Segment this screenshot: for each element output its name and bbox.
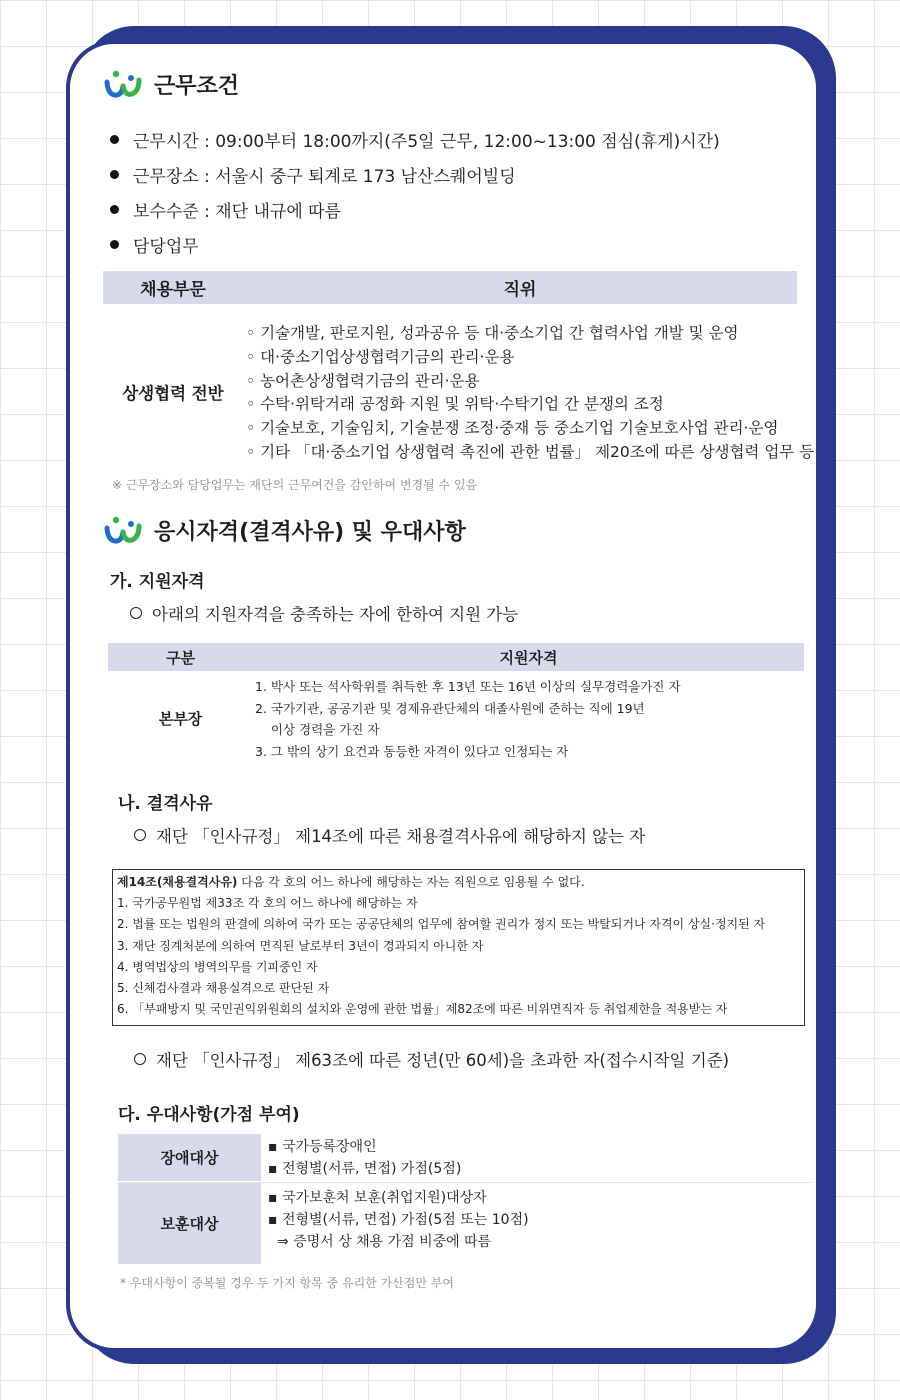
duties-label: 담당업무 (133, 237, 199, 257)
subsection-title-disqualification: 나. 결격사유 (118, 794, 213, 814)
law-item: 3. 재단 징계처분에 의하여 면직된 날로부터 3년이 경과되지 아니한 자 (117, 938, 484, 953)
bullet-icon (110, 135, 119, 144)
preference-item: ⇒ 증명서 상 채용 가점 비중에 따름 (268, 1234, 492, 1250)
section-title-qualification (104, 514, 466, 546)
header-category: 구분 (166, 648, 195, 667)
duties-list (246, 322, 814, 465)
header-qualification: 지원자격 (499, 648, 558, 667)
retirement-text: 재단 「인사규정」 제63조에 따른 정년(만 60세)을 초과한 자(접수시작일 기준) (156, 1051, 730, 1070)
section-title-work-conditions (104, 68, 239, 100)
work-condition-item (110, 232, 199, 257)
preference-item: ▪ 전형별(서류, 면접) 가점(5점 또는 10점) (268, 1212, 529, 1228)
bullet-icon (110, 205, 119, 214)
foundation-logo-icon (104, 68, 144, 100)
salary-text: 보수수준 : 재단 내규에 따름 (133, 202, 341, 222)
preference-label-veteran: 보훈대상 (118, 1183, 261, 1264)
subsection-title-eligibility: 가. 지원자격 (110, 572, 205, 592)
eligibility-table-header (108, 643, 804, 671)
duty-item: ◦ 수탁·위탁거래 공정화 지원 및 위탁·수탁기업 간 분쟁의 조정 (246, 395, 664, 414)
section-title-text: 근무조건 (154, 73, 240, 99)
preference-item: ▪ 국가보훈처 보훈(취업지원)대상자 (268, 1190, 487, 1206)
law-item: 6. 「부패방지 및 국민권익위원회의 설치와 운영에 관한 법률」제82조에 따른 비위면직자 등 취업제한을 적용받는 자 (117, 1002, 728, 1017)
duty-item: ◦ 농어촌상생협력기금의 관리·운용 (246, 371, 480, 390)
disqualification-text: 재단 「인사규정」 제14조에 따른 채용결격사유에 해당하지 않는 자 (156, 827, 646, 846)
qualification-list (255, 676, 681, 762)
preference-label-disability: 장애대상 (118, 1134, 261, 1181)
work-condition-item (110, 127, 720, 152)
work-location-text: 근무장소 : 서울시 중구 퇴계로 173 남산스퀘어빌딩 (133, 167, 516, 187)
law-article-title: 제14조(채용결격사유) (117, 875, 238, 889)
duty-item: ◦ 기술개발, 판로지원, 성과공유 등 대·중소기업 간 협력사업 개발 및 운영 (246, 324, 739, 342)
foundation-logo-icon (104, 514, 144, 546)
category-cell: 본부장 (158, 710, 203, 728)
section-title-text: 응시자격(결격사유) 및 우대사항 (154, 519, 466, 545)
law-intro: 다음 각 호의 어느 하나에 해당하는 자는 직원으로 임용될 수 없다. (237, 875, 585, 889)
qualification-item: 3. 그 밖의 상기 요건과 동등한 자격이 있다고 인정되는 자 (255, 743, 569, 759)
preference-detail-veteran (268, 1187, 529, 1253)
work-condition-item (110, 197, 341, 222)
disqualification-line (134, 823, 645, 847)
qualification-item: 1. 박사 또는 석사학위를 취득한 후 13년 또는 16년 이상의 실무경력을가진 자 (255, 679, 681, 694)
law-excerpt-box (112, 869, 805, 1026)
bullet-icon (110, 240, 119, 249)
circle-bullet-icon (134, 829, 146, 841)
subsection-title-preference: 다. 우대사항(가점 부여) (118, 1105, 300, 1125)
duties-table-header (103, 271, 797, 304)
duty-item: ◦ 기술보호, 기술임치, 기술분쟁 조정·중재 등 중소기업 기술보호사업 관리·운영 (246, 419, 779, 438)
eligibility-line (130, 601, 518, 625)
law-item: 5. 신체검사결과 채용실격으로 판단된 자 (117, 981, 330, 996)
bullet-icon (110, 170, 119, 179)
law-item: 1. 국가공무원법 제33조 각 호의 어느 하나에 해당하는 자 (117, 896, 418, 911)
law-item: 2. 법률 또는 법원의 판결에 의하여 국가 또는 공공단체의 업무에 참여할 권리가 정지 또는 박탈되거나 자격이 상실·정지된 자 (117, 917, 766, 932)
duty-item: ◦ 기타 「대·중소기업 상생협력 촉진에 관한 법률」 제20조에 따른 상생협력 업무 등 (246, 442, 815, 461)
preference-detail-disability (268, 1136, 461, 1180)
work-conditions-note: ※ 근무장소와 담당업무는 재단의 근무여건을 감안하여 변경될 수 있음 (112, 478, 478, 492)
work-hours-text: 근무시간 : 09:00부터 18:00까지(주5일 근무, 12:00~13:00 점심(휴게)시간) (133, 132, 720, 152)
preference-item: ▪ 국가등록장애인 (268, 1139, 377, 1155)
law-item: 4. 병역법상의 병역의무를 기피중인 자 (117, 959, 318, 974)
retirement-line (134, 1047, 729, 1071)
preference-note: * 우대사항이 중복될 경우 두 가지 항목 중 유리한 가산점만 부여 (120, 1276, 454, 1290)
header-position: 직위 (503, 280, 537, 300)
division-cell: 상생협력 전반 (122, 384, 224, 403)
law-heading (113, 872, 804, 893)
work-condition-item (110, 162, 516, 187)
header-division: 채용부문 (140, 280, 206, 300)
duty-item: ◦ 대·중소기업상생협력기금의 관리·운용 (246, 347, 515, 366)
preference-item: ▪ 전형별(서류, 면접) 가점(5점) (268, 1161, 462, 1177)
circle-bullet-icon (130, 607, 142, 619)
qualification-item: 2. 국가기관, 공공기관 및 경제유관단체의 대졸사원에 준하는 직에 19년 (255, 700, 645, 716)
eligibility-text: 아래의 지원자격을 충족하는 자에 한하여 지원 가능 (152, 605, 519, 624)
circle-bullet-icon (134, 1053, 146, 1065)
qualification-item: 이상 경력을 가진 자 (255, 722, 380, 737)
